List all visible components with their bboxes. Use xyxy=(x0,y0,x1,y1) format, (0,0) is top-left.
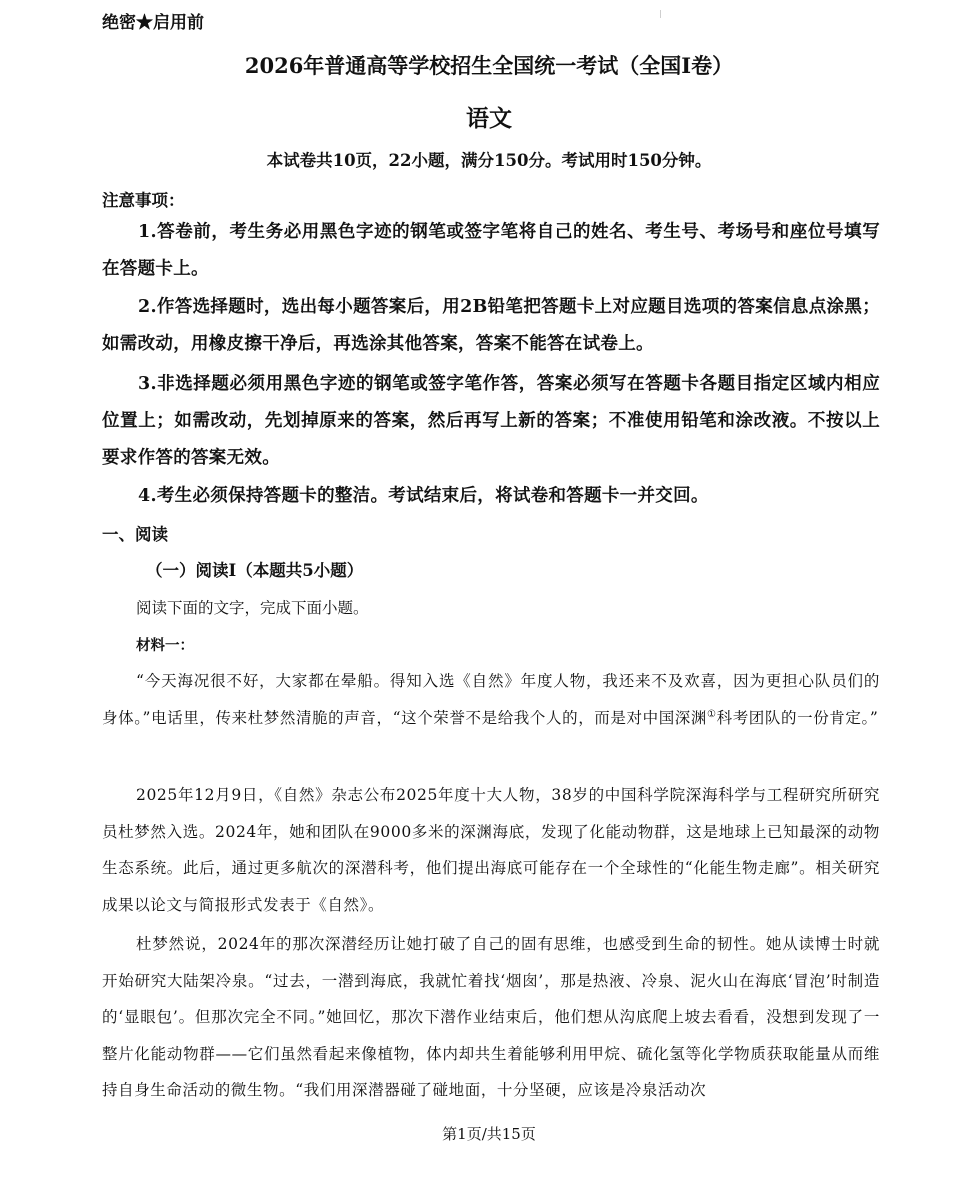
paragraph-text: 科考团队的一份肯定。” xyxy=(716,708,879,727)
material-label: 材料一： xyxy=(136,637,194,654)
page-number: 第1页/共15页 xyxy=(442,1125,536,1143)
notice-item-2: 2.作答选择题时，选出每小题答案后，用2B铅笔把答题卡上对应题目选项的答案信息点涂黑；如需改动，用橡皮擦干净后，再选涂其他答案，答案不能答在试卷上。 xyxy=(102,297,880,354)
passage-paragraph-3: 杜梦然说，2024年的那次深潜经历让她打破了自己的固有思维，也感受到生命的韧性。她从读博士时就开始研究大陆架冷泉。“过去，一潜到海底，我就忙着找‘烟囱’，那是热液、冷泉、泥火山在海底‘冒泡’时制造的‘显眼包’。但那次完全不同。”她回忆，那次下潜作业结束后，他们想从沟底爬上坡去看看，没想到发现了一整片化能动物群——它们虽然看起来像植物，体内却共生着能够利用甲烷、硫化氢等化学物质获取能量从而维持自身生命活动的微生物。“我们用深潜器碰了碰地面，十分坚硬，应该是冷泉活动次 xyxy=(102,935,880,1099)
confidential-label: 绝密★启用前 xyxy=(102,13,204,33)
notice-item-1: 1.答卷前，考生务必用黑色字迹的钢笔或签字笔将自己的姓名、考生号、考场号和座位号填写在答题卡上。 xyxy=(102,222,880,279)
passage-paragraph-2: 2025年12月9日，《自然》杂志公布2025年度十大人物，38岁的中国科学院深海科学与工程研究所研究员杜梦然入选。2024年，她和团队在9000多米的深渊海底，发现了化能动物群，这是地球上已知最深的动物生态系统。此后，通过更多航次的深潜科考，他们提出海底可能存在一个全球性的“化能生物走廊”。相关研究成果以论文与简报形式发表于《自然》。 xyxy=(102,786,880,914)
reading-instruction: 阅读下面的文字，完成下面小题。 xyxy=(136,599,369,617)
section-heading: 一、阅读 xyxy=(102,525,168,544)
notes-heading: 注意事项： xyxy=(102,191,185,210)
exam-title: 2026年普通高等学校招生全国统一考试（全国I卷） xyxy=(244,53,734,78)
exam-info: 本试卷共10页，22小题，满分150分。考试用时150分钟。 xyxy=(266,151,712,170)
notice-item-4: 4.考生必须保持答题卡的整洁。考试结束后，将试卷和答题卡一并交回。 xyxy=(138,486,709,506)
footnote-marker: ① xyxy=(707,708,717,720)
paragraph-text: “今天海况很不好，大家都在晕船。得知入选《自然》年度人物，我还来不及欢喜，因为更担心队员们的身体。”电话里，传来杜梦然清脆的声音，“这个荣誉不是给我个人的，而是对中国深渊 xyxy=(102,672,880,727)
subject-title: 语文 xyxy=(466,105,512,132)
subsection-heading: （一）阅读I（本题共5小题） xyxy=(146,561,364,580)
scan-mark xyxy=(660,10,661,18)
passage-paragraph-1 xyxy=(102,663,880,736)
notice-item-3: 3.非选择题必须用黑色字迹的钢笔或签字笔作答，答案必须写在答题卡各题目指定区域内相应位置上；如需改动，先划掉原来的答案，然后再写上新的答案；不准使用铅笔和涂改液。不按以上要求作答的答案无效。 xyxy=(102,374,880,468)
